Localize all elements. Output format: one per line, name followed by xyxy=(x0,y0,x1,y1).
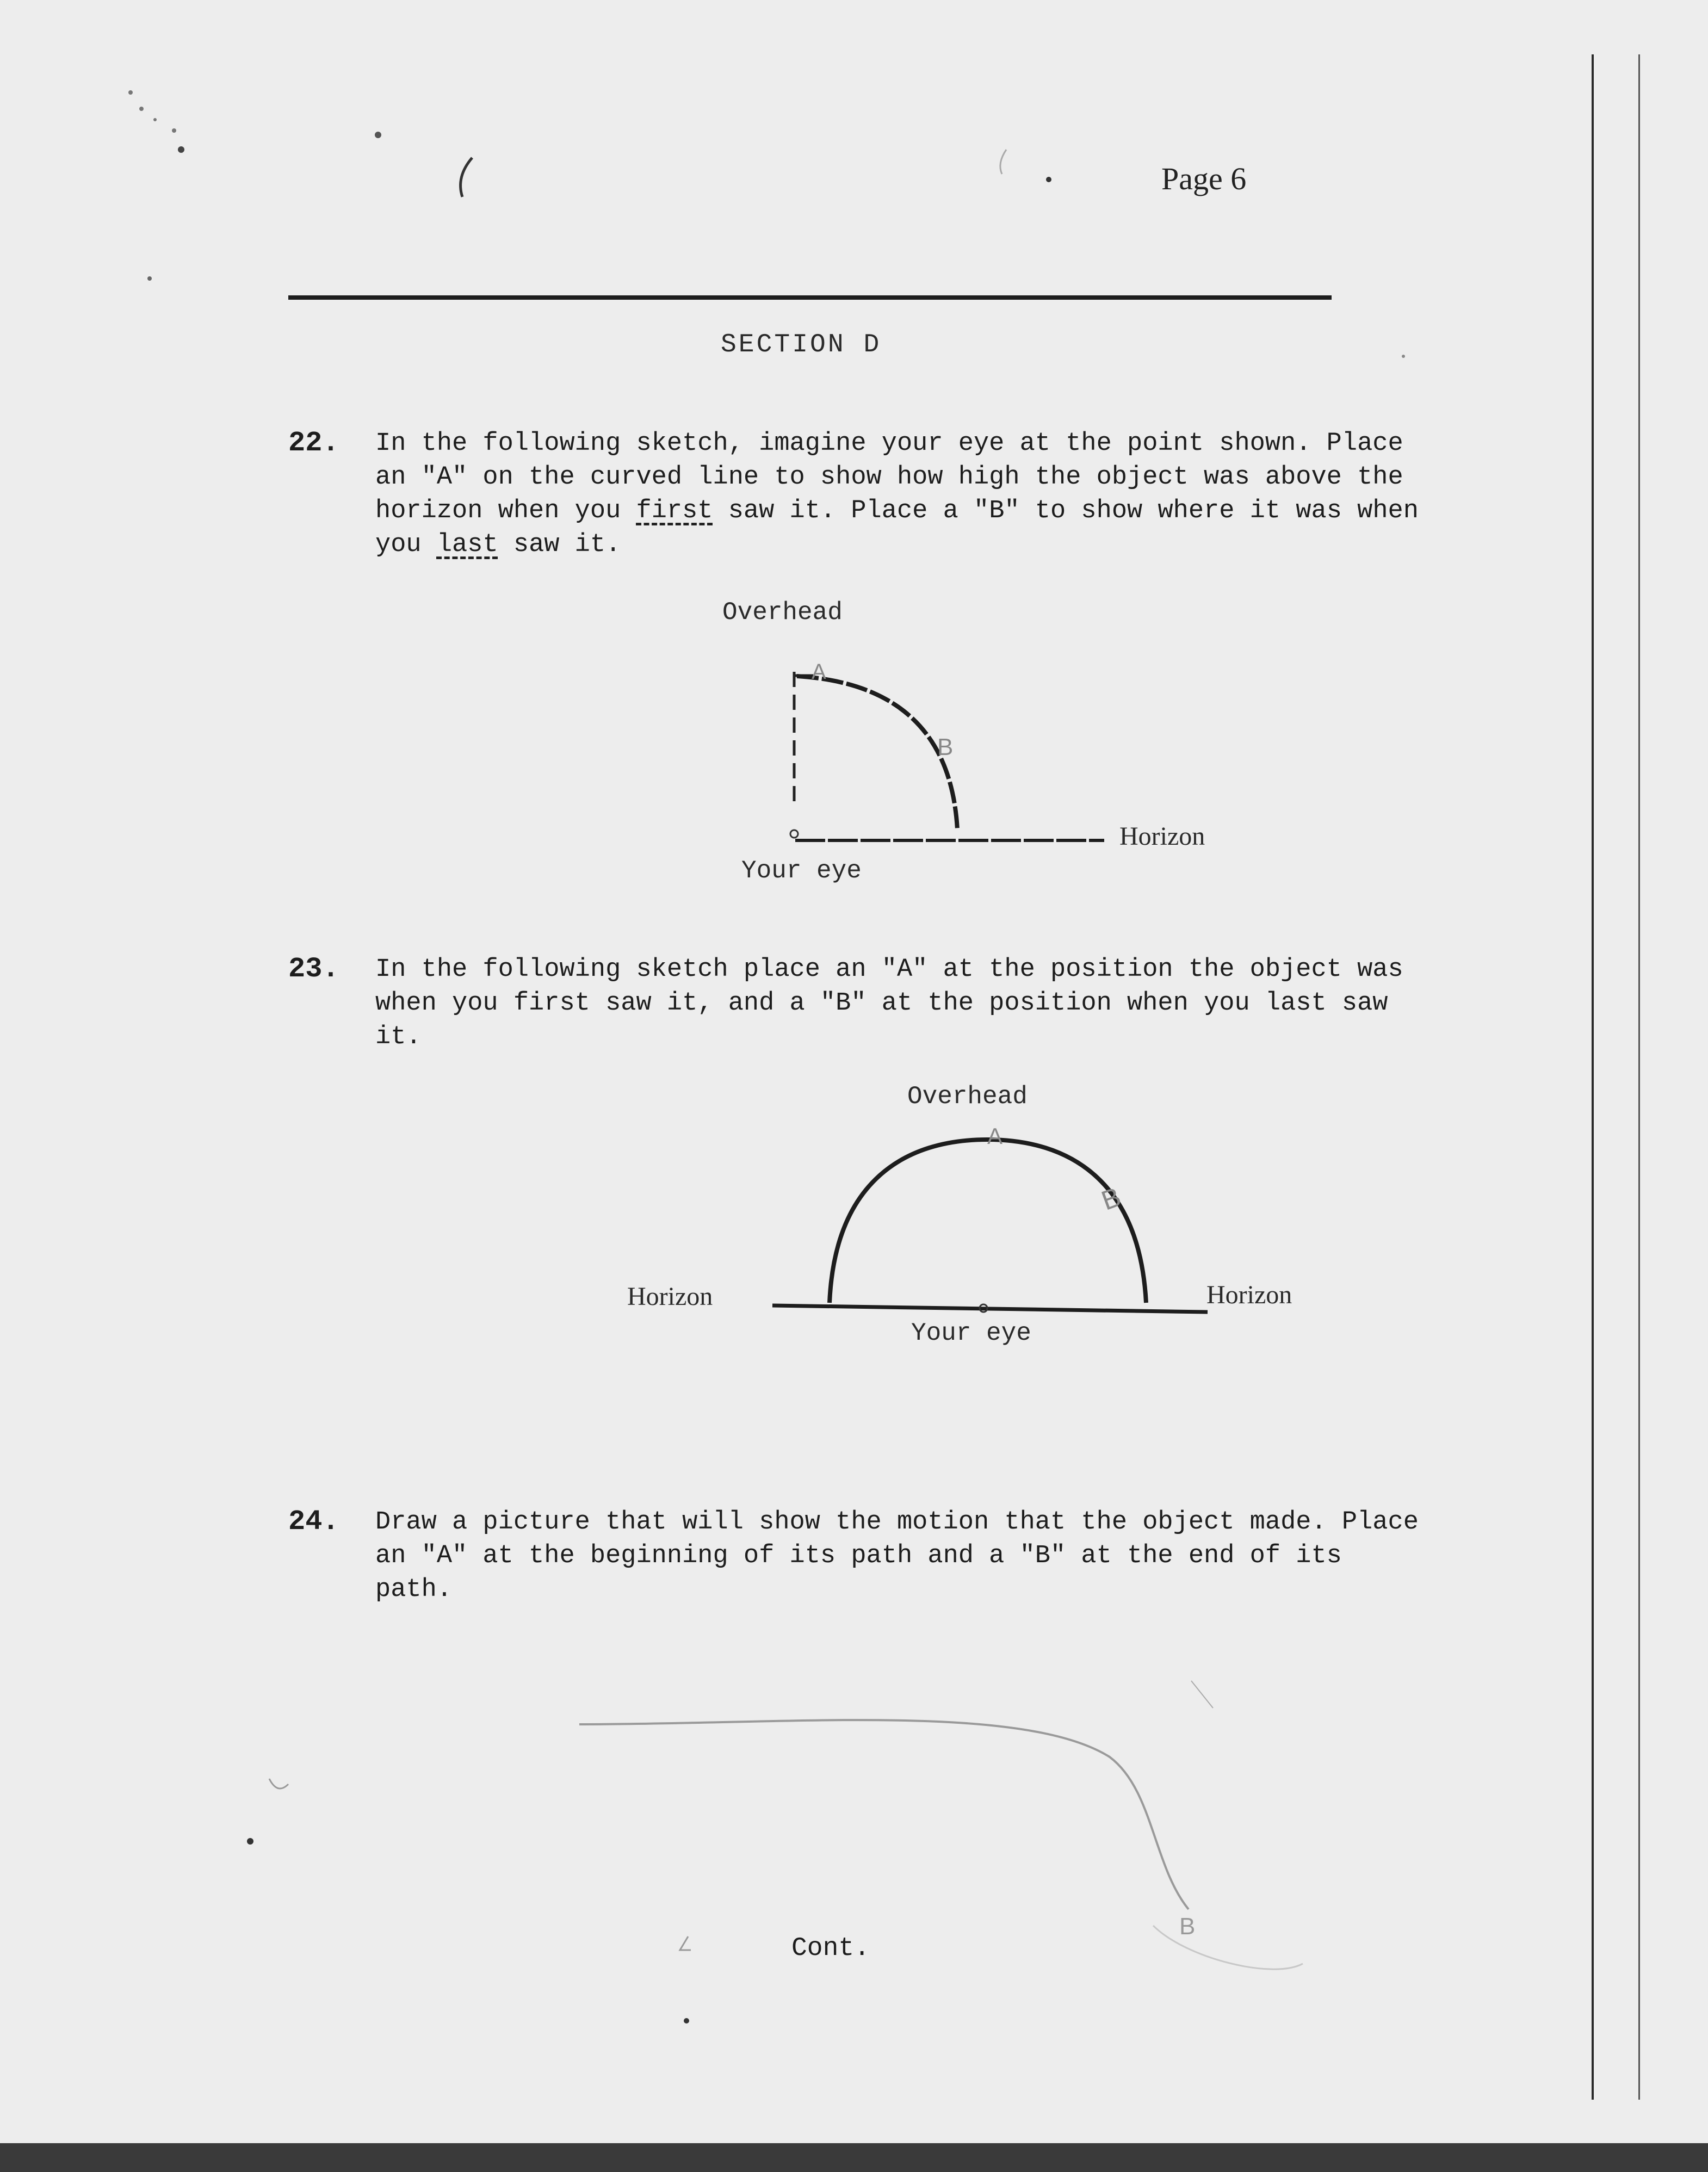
continued-note: Cont. xyxy=(791,1934,870,1963)
section-title: SECTION D xyxy=(721,330,882,360)
question-number: 24. xyxy=(288,1506,339,1538)
pencil-mark-b: B xyxy=(1179,1913,1196,1940)
horizon-label: Horizon xyxy=(1119,822,1205,851)
horizon-label-right: Horizon xyxy=(1206,1280,1292,1309)
underlined-word: last xyxy=(436,530,498,559)
pencil-motion-path xyxy=(579,1720,1189,1909)
horizon-label-left: Horizon xyxy=(627,1282,713,1311)
pencil-mark-a: A xyxy=(812,660,826,684)
overhead-label: Overhead xyxy=(722,598,843,627)
your-eye-label: Your eye xyxy=(911,1319,1031,1347)
question-number: 23. xyxy=(288,953,339,985)
page-number: Page 6 xyxy=(1161,161,1247,196)
underlined-word: first xyxy=(636,497,713,525)
pencil-mark-b: B xyxy=(937,734,954,760)
question-number: 22. xyxy=(288,427,339,459)
question-text-part: saw it. Place a "B" to show where it was when you xyxy=(375,497,1419,559)
faint-pencil-mark xyxy=(1153,1926,1303,1969)
question-text-part: saw it. xyxy=(498,530,621,559)
question-text: Draw a picture that will show the motion that the object made. Place an "A" at the beginning of its path and a "B" at the end of its path. xyxy=(375,1508,1419,1604)
pencil-mark-b: B xyxy=(1097,1181,1125,1216)
question-text: In the following sketch place an "A" at the position the object was when you first saw it, and a "B" at the position when you last saw it. xyxy=(375,955,1403,1051)
pencil-mark-a: A xyxy=(987,1123,1003,1149)
your-eye-label: Your eye xyxy=(741,857,862,885)
question-text-part: In the following sketch, imagine your eye at the point shown. Place an "A" on the curved line to show how high the object was above the horizon when you xyxy=(375,429,1403,525)
overhead-label: Overhead xyxy=(907,1082,1028,1111)
